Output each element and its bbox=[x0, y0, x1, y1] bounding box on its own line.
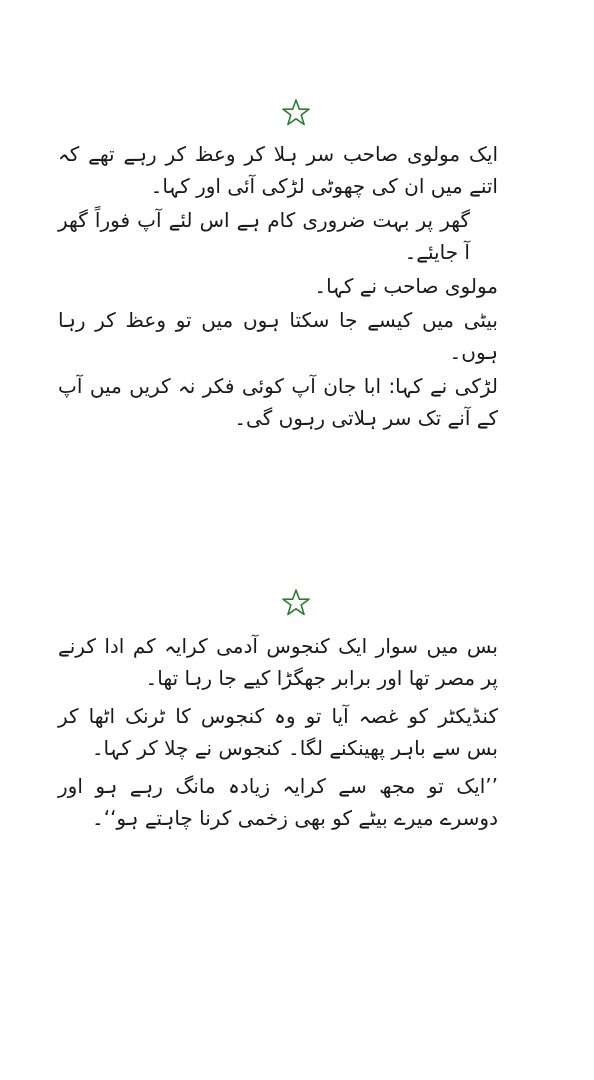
paragraph: بس میں سوار ایک کنجوس آدمی کرایہ کم ادا کرنے پر مصر تھا اور برابر جھگڑا کیے جا رہا تھا۔ bbox=[58, 634, 498, 690]
paragraph: ایک مولوی صاحب سر ہلا کر وعظ کر رہے تھے کہ اتنے میں ان کی چھوٹی لڑکی آئی اور کہا۔ bbox=[58, 142, 498, 198]
paragraph: لڑکی نے کہا: ابا جان آپ کوئی فکر نہ کریں میں آپ کے آنے تک سر ہلاتی رہوں گی۔ bbox=[58, 374, 498, 430]
paragraph: ’’ایک تو مجھ سے کرایہ زیادہ مانگ رہے ہو اور دوسرے میرے بیٹے کو بھی زخمی کرنا چاہتے ہو‘‘۔ bbox=[58, 774, 498, 830]
paragraph: کنڈیکٹر کو غصہ آیا تو وہ کنجوس کا ٹرنک اٹھا کر بس سے باہر پھینکنے لگا۔ کنجوس نے چلا کر کہا۔ bbox=[58, 704, 498, 760]
joke-1 bbox=[58, 138, 498, 436]
joke-2 bbox=[58, 630, 498, 840]
paragraph: بیٹی میں کیسے جا سکتا ہوں میں تو وعظ کر رہا ہوں۔ bbox=[58, 308, 498, 364]
star-outline-icon bbox=[281, 98, 311, 128]
paragraph: گھر پر بہت ضروری کام ہے اس لئے آپ فوراً گھر آ جایئے۔ bbox=[58, 208, 470, 264]
paragraph: مولوی صاحب نے کہا۔ bbox=[314, 274, 498, 298]
star-outline-icon bbox=[281, 588, 311, 618]
